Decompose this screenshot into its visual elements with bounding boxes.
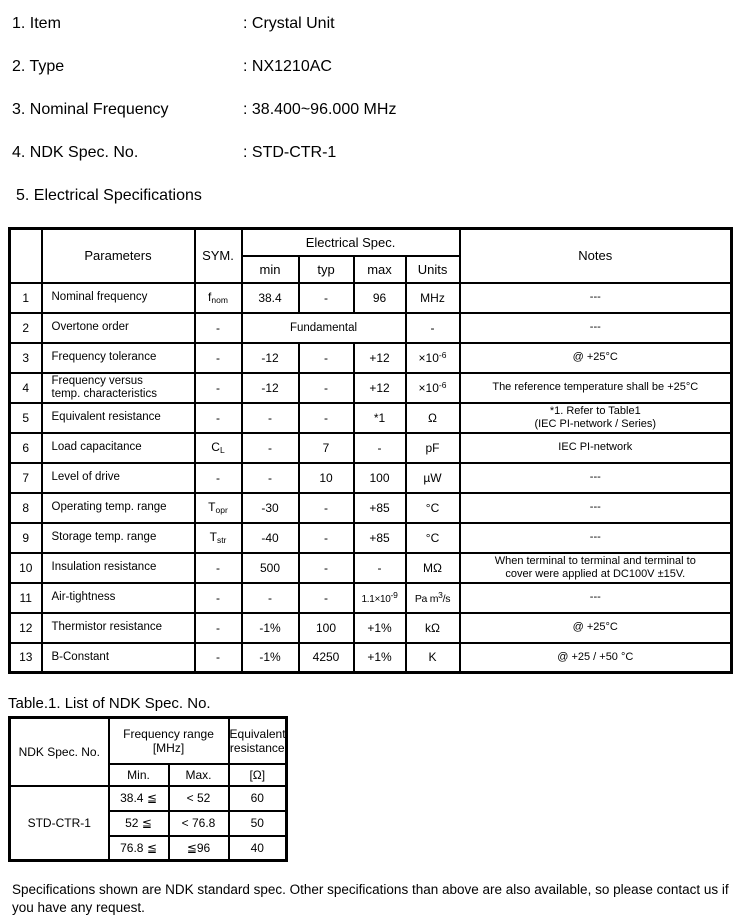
- spec-cell-min: -1%: [242, 643, 299, 673]
- spec-cell-max: +1%: [354, 613, 406, 643]
- spec-cell-param: Level of drive: [42, 463, 195, 493]
- spec-cell-typ: 7: [299, 433, 354, 463]
- spec-cell-max: +12: [354, 373, 406, 403]
- spec-cell-max: -: [354, 553, 406, 583]
- spec-cell-min: 500: [242, 553, 299, 583]
- spec-cell-units: kΩ: [406, 613, 460, 643]
- table1-header-ohm: [Ω]: [229, 764, 287, 786]
- spec-cell-typ: -: [299, 553, 354, 583]
- spec-cell-param: Frequency versus temp. characteristics: [42, 373, 195, 403]
- spec-cell-min: -: [242, 433, 299, 463]
- spec-cell-num: 3: [10, 343, 42, 373]
- spec-table-row: [10, 463, 732, 493]
- spec-cell-min: -: [242, 583, 299, 613]
- spec-table-body: [10, 283, 732, 673]
- spec-cell-num: 7: [10, 463, 42, 493]
- spec-cell-notes: ---: [460, 463, 732, 493]
- spec-table-row: [10, 583, 732, 613]
- spec-cell-typ: -: [299, 373, 354, 403]
- spec-cell-param: Load capacitance: [42, 433, 195, 463]
- table1-cell-resistance: 40: [229, 836, 287, 861]
- spec-cell-typ: -: [299, 493, 354, 523]
- spec-cell-typ: -: [299, 523, 354, 553]
- spec-cell-max: 100: [354, 463, 406, 493]
- spec-table-row: [10, 403, 732, 433]
- spec-cell-typ: 4250: [299, 643, 354, 673]
- spec-cell-num: 10: [10, 553, 42, 583]
- spec-cell-typ: 10: [299, 463, 354, 493]
- document-header-items: [8, 14, 730, 204]
- spec-cell-sym: $f_{nom}$: [195, 283, 242, 313]
- spec-cell-sym: -: [195, 313, 242, 343]
- spec-cell-sym: -: [195, 343, 242, 373]
- spec-cell-notes: @ +25°C: [460, 613, 732, 643]
- spec-cell-typ: -: [299, 403, 354, 433]
- spec-cell-notes: ---: [460, 283, 732, 313]
- spec-cell-max: 96: [354, 283, 406, 313]
- spec-item-value: : STD-CTR-1: [243, 144, 337, 161]
- table1-cell-min: 38.4 ≦: [109, 786, 169, 811]
- spec-cell-units: pF: [406, 433, 460, 463]
- col-header-parameters: Parameters: [42, 229, 195, 283]
- spec-cell-max: *1: [354, 403, 406, 433]
- spec-cell-min: -40: [242, 523, 299, 553]
- spec-item-value: : Crystal Unit: [243, 15, 335, 32]
- spec-cell-notes: ---: [460, 493, 732, 523]
- spec-item-label: 2. Type: [12, 58, 65, 75]
- spec-cell-units: Pa $m^3/s$: [406, 583, 460, 613]
- spec-table-row: [10, 553, 732, 583]
- spec-cell-typ: -: [299, 283, 354, 313]
- spec-cell-units: $\times 10^{-6}$: [406, 373, 460, 403]
- table1-cell-min: 76.8 ≦: [109, 836, 169, 861]
- table1-title: Table.1. List of NDK Spec. No.: [8, 695, 211, 712]
- col-header-max: max: [354, 256, 406, 283]
- spec-cell-param: Operating temp. range: [42, 493, 195, 523]
- spec-cell-min: -: [242, 463, 299, 493]
- spec-cell-num: 13: [10, 643, 42, 673]
- table1-cell-min: 52 ≦: [109, 811, 169, 836]
- table1-spec-no-value: STD-CTR-1: [10, 786, 109, 861]
- spec-cell-num: 1: [10, 283, 42, 313]
- spec-cell-typ: -: [299, 343, 354, 373]
- spec-cell-sym: -: [195, 373, 242, 403]
- table1-header-min: Min.: [109, 764, 169, 786]
- section-title-electrical-specifications: 5. Electrical Specifications: [16, 187, 202, 204]
- spec-table-row: [10, 343, 732, 373]
- table1-row: [10, 786, 287, 811]
- table1-header-max: Max.: [169, 764, 229, 786]
- spec-cell-param: Overtone order: [42, 313, 195, 343]
- spec-cell-sym: -: [195, 553, 242, 583]
- spec-cell-sym: $C_L$: [195, 433, 242, 463]
- table1-cell-max: ≦96: [169, 836, 229, 861]
- spec-item-label: 4. NDK Spec. No.: [12, 144, 139, 161]
- spec-cell-max: +1%: [354, 643, 406, 673]
- spec-table-row: [10, 313, 732, 343]
- spec-cell-sym: $T_{str}$: [195, 523, 242, 553]
- spec-table-row: [10, 433, 732, 463]
- col-header-min: min: [242, 256, 299, 283]
- spec-table-row: [10, 283, 732, 313]
- spec-item-value: : 38.400~96.000 MHz: [243, 101, 397, 118]
- table1-header-equivalent-resistance: Equivalent resistance: [229, 718, 287, 764]
- table1-cell-resistance: 60: [229, 786, 287, 811]
- spec-cell-max: +85: [354, 493, 406, 523]
- spec-cell-notes: @ +25 / +50 °C: [460, 643, 732, 673]
- spec-table-row: [10, 373, 732, 403]
- col-header-electrical-spec: Electrical Spec.: [242, 229, 460, 256]
- spec-cell-units: -: [406, 313, 460, 343]
- col-header-units: Units: [406, 256, 460, 283]
- spec-cell-notes: ---: [460, 583, 732, 613]
- spec-cell-num: 4: [10, 373, 42, 403]
- spec-cell-notes: The reference temperature shall be +25°C: [460, 373, 732, 403]
- spec-table-row: [10, 613, 732, 643]
- spec-item-nominal-frequency: [12, 100, 730, 143]
- spec-cell-span: Fundamental: [242, 313, 406, 343]
- table1-cell-resistance: 50: [229, 811, 287, 836]
- spec-item-ndk-spec-no: [12, 143, 730, 186]
- spec-cell-num: 2: [10, 313, 42, 343]
- spec-cell-units: °C: [406, 523, 460, 553]
- spec-item-item: [12, 14, 730, 57]
- col-header-row-number: [10, 229, 42, 283]
- table1-header-frequency-range: Frequency range [MHz]: [109, 718, 229, 764]
- spec-cell-min: -1%: [242, 613, 299, 643]
- spec-cell-sym: $T_{opr}$: [195, 493, 242, 523]
- spec-item-value: : NX1210AC: [243, 58, 332, 75]
- spec-cell-num: 6: [10, 433, 42, 463]
- footer-note: Specifications shown are NDK standard spec. Other specifications than above are also available, so please contact us if you have any request.: [12, 882, 729, 915]
- spec-cell-min: -: [242, 403, 299, 433]
- table1-cell-max: < 76.8: [169, 811, 229, 836]
- spec-cell-min: -30: [242, 493, 299, 523]
- spec-cell-num: 9: [10, 523, 42, 553]
- spec-cell-num: 8: [10, 493, 42, 523]
- spec-cell-units: MHz: [406, 283, 460, 313]
- spec-cell-param: Frequency tolerance: [42, 343, 195, 373]
- spec-cell-max: +85: [354, 523, 406, 553]
- spec-cell-notes: *1. Refer to Table1 (IEC PI-network / Series): [460, 403, 732, 433]
- spec-cell-notes: @ +25°C: [460, 343, 732, 373]
- spec-cell-param: Nominal frequency: [42, 283, 195, 313]
- spec-table-row: [10, 643, 732, 673]
- spec-cell-min: 38.4: [242, 283, 299, 313]
- spec-cell-sym: -: [195, 583, 242, 613]
- spec-cell-units: $\times 10^{-6}$: [406, 343, 460, 373]
- table1-cell-max: < 52: [169, 786, 229, 811]
- spec-cell-notes: ---: [460, 523, 732, 553]
- spec-cell-max: +12: [354, 343, 406, 373]
- spec-cell-sym: -: [195, 613, 242, 643]
- spec-cell-notes: IEC PI-network: [460, 433, 732, 463]
- spec-cell-num: 5: [10, 403, 42, 433]
- spec-cell-max: $1.1\times 10^{-9}$: [354, 583, 406, 613]
- spec-cell-param: Thermistor resistance: [42, 613, 195, 643]
- spec-header-row-1: [10, 229, 732, 256]
- spec-cell-param: Storage temp. range: [42, 523, 195, 553]
- col-header-notes: Notes: [460, 229, 732, 283]
- spec-cell-units: µW: [406, 463, 460, 493]
- spec-cell-param: B-Constant: [42, 643, 195, 673]
- spec-cell-min: -12: [242, 373, 299, 403]
- spec-cell-sym: -: [195, 463, 242, 493]
- spec-cell-param: Insulation resistance: [42, 553, 195, 583]
- spec-cell-num: 12: [10, 613, 42, 643]
- spec-cell-sym: -: [195, 643, 242, 673]
- col-header-typ: typ: [299, 256, 354, 283]
- ndk-spec-no-table: [8, 716, 288, 862]
- spec-cell-sym: -: [195, 403, 242, 433]
- spec-table-row: [10, 523, 732, 553]
- spec-cell-min: -12: [242, 343, 299, 373]
- spec-cell-units: K: [406, 643, 460, 673]
- electrical-spec-table: [8, 227, 733, 674]
- spec-item-label: 1. Item: [12, 15, 61, 32]
- spec-cell-notes: When terminal to terminal and terminal to cover were applied at DC100V ±15V.: [460, 553, 732, 583]
- spec-cell-param: Air-tightness: [42, 583, 195, 613]
- spec-cell-notes: ---: [460, 313, 732, 343]
- spec-cell-max: -: [354, 433, 406, 463]
- table1-header-row-1: [10, 718, 287, 764]
- table1-header-spec-no: NDK Spec. No.: [10, 718, 109, 786]
- spec-cell-typ: 100: [299, 613, 354, 643]
- spec-cell-num: 11: [10, 583, 42, 613]
- spec-cell-param: Equivalent resistance: [42, 403, 195, 433]
- spec-item-type: [12, 57, 730, 100]
- spec-cell-units: MΩ: [406, 553, 460, 583]
- spec-cell-typ: -: [299, 583, 354, 613]
- spec-cell-units: Ω: [406, 403, 460, 433]
- col-header-sym: SYM.: [195, 229, 242, 283]
- spec-item-label: 3. Nominal Frequency: [12, 101, 169, 118]
- spec-table-row: [10, 493, 732, 523]
- spec-cell-units: °C: [406, 493, 460, 523]
